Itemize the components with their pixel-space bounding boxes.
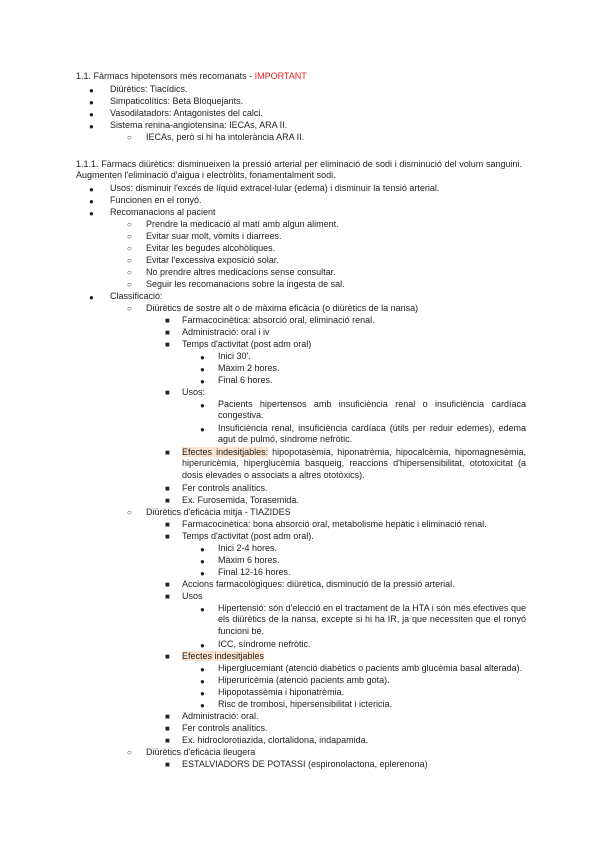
bullet-disc-icon: ●: [200, 353, 205, 362]
bullet-disc-icon: ●: [89, 122, 94, 131]
bullet-disc-icon: ●: [89, 197, 94, 206]
list-item: Farmacocinètica: bona absorció oral, metabolisme hepàtic i eliminació renal.: [182, 519, 487, 529]
list-item: Risc de trombosi, hipersensibilitat i ictericia.: [218, 699, 393, 709]
bullet-disc-icon: ●: [89, 110, 94, 119]
list-item: Fer controls analítics.: [182, 723, 268, 733]
important-tag: IMPORTANT: [254, 71, 307, 81]
bullet-square-icon: ■: [165, 484, 170, 493]
bullet-disc-icon: ●: [200, 377, 205, 386]
bullet-square-icon: ■: [165, 736, 170, 745]
section-intro-1-1-1: 1.1.1. Fàrmacs diürètics: disminueixen la pressió arterial per eliminació de sodi i disminució del volum sanguini. Augmenten l'eliminació d'aigua i electròlits, fonamentalment sodi.: [76, 159, 522, 181]
bullet-disc-icon: ●: [200, 425, 205, 434]
list-item: Farmacocinètica: absorció oral, eliminació renal.: [182, 315, 375, 325]
list-item: Insuficiència renal, insuficiència cardíaca (útils per reduir edemes), edema agut de pulmó, síndrome nefròtic.: [218, 423, 526, 445]
list-item: Diürètics: Tiacídics.: [110, 84, 188, 94]
list-item: Funcionen en el ronyó.: [110, 195, 202, 205]
list-item: Temps d'activitat (post adm oral).: [182, 531, 314, 541]
section-heading-1-1: 1.1. Fàrmacs hipotensors més recomanats - IMPORTANT: [76, 71, 307, 81]
bullet-square-icon: ■: [165, 316, 170, 325]
list-item: Pacients hipertensos amb insuficiència renal o insuficiència cardíaca congestiva.: [218, 399, 526, 421]
list-item: Ex. Furosemida, Torasemida.: [182, 495, 299, 505]
bullet-circle-icon: ○: [127, 268, 132, 277]
list-item: IECAs, però si hi ha intolerància ARA II.: [146, 132, 305, 142]
bullet-disc-icon: ●: [200, 569, 205, 578]
bullet-disc-icon: ●: [200, 665, 205, 674]
list-item: Prendre la medicació al matí amb algun aliment.: [146, 219, 339, 229]
bullet-square-icon: ■: [165, 724, 170, 733]
list-item: Simpaticolítics: Beta Bloquejants.: [110, 96, 244, 106]
bullet-square-icon: ■: [165, 340, 170, 349]
list-item: ESTALVIADORS DE POTASSI (espironolactona, eplerenona): [182, 759, 428, 769]
highlight-label: Efectes indesitjables:: [182, 447, 269, 457]
list-item: Fer controls analítics.: [182, 483, 268, 493]
list-item: Sistema renina-angiotensina: IECAs, ARA II.: [110, 120, 288, 130]
bullet-disc-icon: ●: [200, 689, 205, 698]
list-item: Inici 30'.: [218, 351, 251, 361]
bullet-square-icon: ■: [165, 592, 170, 601]
bullet-square-icon: ■: [165, 760, 170, 769]
bullet-disc-icon: ●: [89, 98, 94, 107]
list-item: Classificació:: [110, 291, 163, 301]
bullet-disc-icon: ●: [200, 545, 205, 554]
list-item: Administració: oral.: [182, 711, 259, 721]
list-item: Hipopotassèmia i hiponatrèmia.: [218, 687, 345, 697]
list-item: Accions farmacològiques: diürètica, disminució de la pressió arterial.: [182, 579, 455, 589]
list-item: No prendre altres medicacions sense consultar.: [146, 267, 336, 277]
list-item: Final 6 hores.: [218, 375, 273, 385]
bullet-square-icon: ■: [165, 448, 170, 457]
bullet-disc-icon: ●: [200, 365, 205, 374]
subheading-mid: Diürètics d'eficàcia mitja - TIAZIDES: [146, 507, 291, 517]
bullet-square-icon: ■: [165, 496, 170, 505]
bullet-square-icon: ■: [165, 712, 170, 721]
subheading-low: Diürètics d'eficàcia lleugera: [146, 747, 256, 757]
bullet-square-icon: ■: [165, 652, 170, 661]
bullet-circle-icon: ○: [127, 133, 132, 142]
list-item: Efectes indesitjables: hipopotasèmia, hiponatrèmia, hipocalcèmia, hipomagnesèmia, hiperuricèmia, hiperglucèmia basqueig, reaccions d'hipersensibilitat, ototoxicitat (a dosis elevades o associats a altres ototòxics).: [182, 447, 526, 480]
bullet-disc-icon: ●: [89, 209, 94, 218]
bullet-disc-icon: ●: [200, 677, 205, 686]
list-item: Màxim 2 hores.: [218, 363, 280, 373]
bullet-disc-icon: ●: [200, 605, 205, 614]
list-item: Hipertensió: són d'elecció en el tractament de la HTA i són més efectives que els diürètics de la nansa, excepte si hi ha IR, ja que necessiten que el ronyó funcioni bé.: [218, 603, 526, 636]
bullet-disc-icon: ●: [200, 557, 205, 566]
list-item: Hiperglucemiant (atenció diabètics o pacients amb glucèmia basal alterada).: [218, 663, 523, 673]
list-item: Evitar les begudes alcohòliques.: [146, 243, 276, 253]
list-item: Recomanacions al pacient: [110, 207, 216, 217]
bullet-disc-icon: ●: [200, 641, 205, 650]
bullet-square-icon: ■: [165, 388, 170, 397]
list-item: Usos: disminuir l'excés de líquid extracel·lular (edema) i disminuir la tensió arterial.: [110, 183, 440, 193]
list-item: Seguir les recomanacions sobre la ingesta de sal.: [146, 279, 345, 289]
bullet-disc-icon: ●: [200, 401, 205, 410]
highlight-label: Efectes indesitjables: [182, 651, 265, 661]
subheading-high: Diürètics de sostre alt o de màxima eficàcia (o diürètics de la nansa): [146, 303, 419, 313]
list-item: Evitar suar molt, vòmits i diarrees.: [146, 231, 282, 241]
bullet-circle-icon: ○: [127, 508, 132, 517]
bullet-circle-icon: ○: [127, 244, 132, 253]
list-item: Ex. hidroclorotiazida, clortalidona, indapamida.: [182, 735, 369, 745]
bullet-circle-icon: ○: [127, 256, 132, 265]
list-item: Temps d'activitat (post adm oral): [182, 339, 312, 349]
bullet-circle-icon: ○: [127, 280, 132, 289]
bullet-square-icon: ■: [165, 532, 170, 541]
list-item: Màxim 6 hores.: [218, 555, 280, 565]
list-item: Evitar l'excessiva exposició solar.: [146, 255, 279, 265]
bullet-disc-icon: ●: [89, 86, 94, 95]
bullet-circle-icon: ○: [127, 220, 132, 229]
list-item: Usos: [182, 591, 203, 601]
list-item: Inici 2-4 hores.: [218, 543, 278, 553]
bullet-circle-icon: ○: [127, 748, 132, 757]
list-item: Vasodilatadors: Antagonistes del calci.: [110, 108, 263, 118]
list-item: Usos:: [182, 387, 206, 397]
bullet-disc-icon: ●: [89, 293, 94, 302]
list-item: Administració: oral i iv: [182, 327, 270, 337]
bullet-square-icon: ■: [165, 580, 170, 589]
bullet-square-icon: ■: [165, 520, 170, 529]
bullet-circle-icon: ○: [127, 232, 132, 241]
list-item: Hiperuricèmia (atenció pacients amb gota).: [218, 675, 390, 685]
list-item: [182, 651, 264, 662]
bullet-disc-icon: ●: [200, 701, 205, 710]
bullet-circle-icon: ○: [127, 304, 132, 313]
list-item: Final 12-16 hores.: [218, 567, 291, 577]
list-item: ICC, síndrome nefròtic.: [218, 639, 311, 649]
bullet-disc-icon: ●: [89, 185, 94, 194]
bullet-square-icon: ■: [165, 328, 170, 337]
